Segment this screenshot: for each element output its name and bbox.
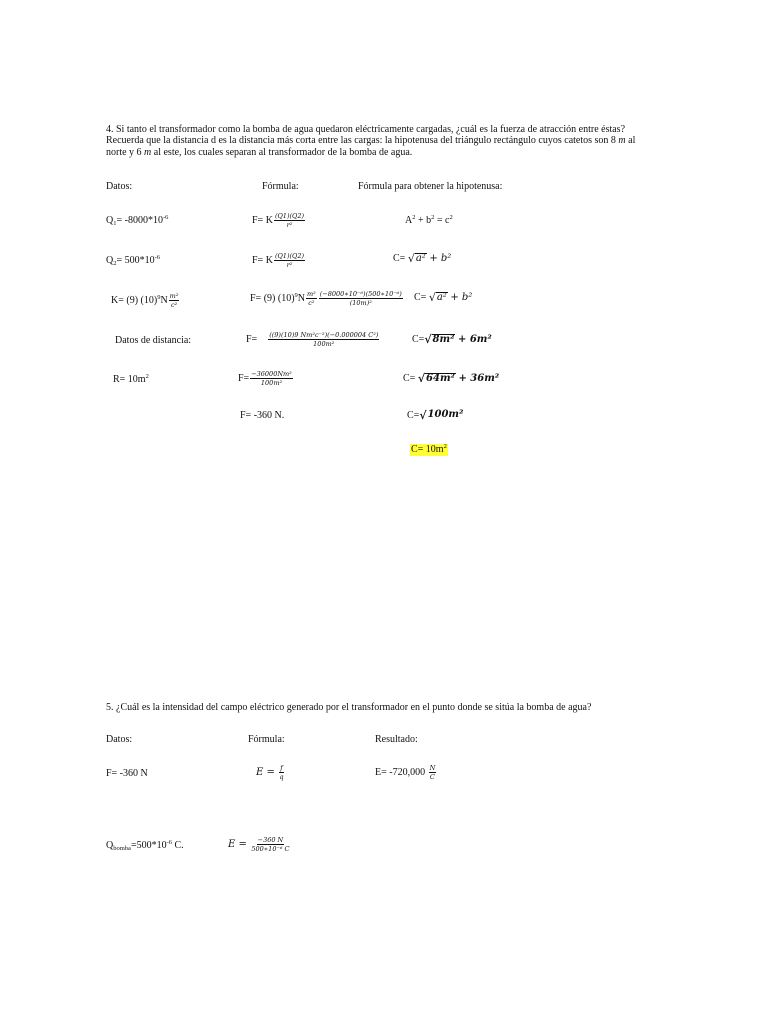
formula-step-2: F= K $\frac{(Q1)(Q2)}{\text{r²}}$ bbox=[252, 252, 305, 269]
question-4-text bbox=[106, 124, 651, 158]
q5-field-formula: E = $\frac{f}{q}$ bbox=[256, 764, 284, 781]
question-4-line-1: 4. Si tanto el transformador como la bomba de agua quedaron eléctricamente cargadas, ¿cuál es la fuerza de atracción entre éstas? bbox=[106, 124, 626, 135]
datos-distancia-label: Datos de distancia: bbox=[115, 335, 192, 346]
formula-step-5: F= $\frac{\text{−36000Nm²}}{\text{100m²}}$ bbox=[238, 370, 292, 387]
question-4-line-3: norte y 6 m al este, los cuales separan al transformador de la bomba de agua. bbox=[106, 146, 413, 158]
q5-header-datos: Datos: bbox=[106, 734, 133, 745]
formula-step-1: F= K $\frac{(Q1)(Q2)}{\text{r²}}$ bbox=[252, 212, 305, 229]
hypotenuse-step-3: C= √ 8m² + 6m² bbox=[412, 333, 492, 347]
q5-force-value: F= -360 N bbox=[106, 768, 148, 779]
k-unit-fraction: $\frac{\text{m²}}{\text{c²}}$ bbox=[169, 292, 179, 309]
hypotenuse-step-2: C= √ a² + b² bbox=[414, 291, 473, 305]
square-root-icon: √ a² bbox=[407, 252, 426, 266]
question-5-text: 5. ¿Cuál es la intensidad del campo eléctrico generado por el transformador en el punto donde se sitúa la bomba de agua? bbox=[106, 702, 592, 713]
hypotenuse-step-4: C= √ 64m² + 36m² bbox=[403, 372, 500, 386]
distance-r: $R= 10m^2$ bbox=[113, 373, 149, 385]
hypotenuse-result-highlight: $C= 10m^2$ bbox=[411, 443, 447, 455]
header-hipotenusa: Fórmula para obtener la hipotenusa: bbox=[358, 181, 503, 192]
question-4-line-2: Recuerda que la distancia d es la distancia más corta entre las cargas: la hipotenusa del triángulo rectángulo cuyos catetos son 8 m al bbox=[106, 135, 636, 147]
q5-charge-bomba: $Q_{bomba}=500*10^{-6}$ C. bbox=[106, 839, 184, 852]
square-root-icon: √ 8m² bbox=[424, 333, 455, 347]
charge-q1: $Q_1= -8000*10^{-6}$ bbox=[106, 214, 169, 227]
q5-header-resultado: Resultado: bbox=[375, 734, 418, 745]
force-result: F= -360 N. bbox=[240, 410, 285, 421]
formula-step-3: F= (9) $(10)^9N$ $\frac{\text{m²}}{\text{c²}}$ $\frac{\text{(−8000∗10⁻⁶)(500∗10⁻⁶)}}{\text{(10m)²}}$ bbox=[250, 290, 402, 307]
charge-q2: $Q_2= 500*10^{-6}$ bbox=[106, 254, 161, 267]
square-root-icon: √ 100m² bbox=[419, 409, 464, 423]
q5-field-result: E= -720,000 $\frac{N}{C}$ bbox=[375, 764, 436, 781]
formula-step-4: F= $\frac{\text{((9)(10)9 Nm²c⁻²)(−0.000004 C²)}}{\text{100m²}}$ bbox=[246, 331, 379, 348]
header-formula: Fórmula: bbox=[262, 181, 299, 192]
q5-field-substitution: E = $\frac{-360 N}{\text{500∗10⁻⁶ C}}$ bbox=[228, 836, 290, 853]
pythagoras-formula: $A^2 + b^2 = c^2$ bbox=[405, 214, 453, 226]
square-root-icon: √ a² bbox=[428, 291, 447, 305]
square-root-icon: √ 64m² bbox=[417, 372, 455, 386]
constant-k: K= (9) $(10)^9N$ $\frac{\text{m²}}{\text{c²}}$ bbox=[111, 292, 179, 309]
hypotenuse-step-5: C= √ 100m² bbox=[407, 409, 464, 423]
hypotenuse-step-1: C= √ a² + b² bbox=[393, 252, 452, 266]
header-datos: Datos: bbox=[106, 181, 133, 192]
q5-header-formula: Fórmula: bbox=[248, 734, 285, 745]
